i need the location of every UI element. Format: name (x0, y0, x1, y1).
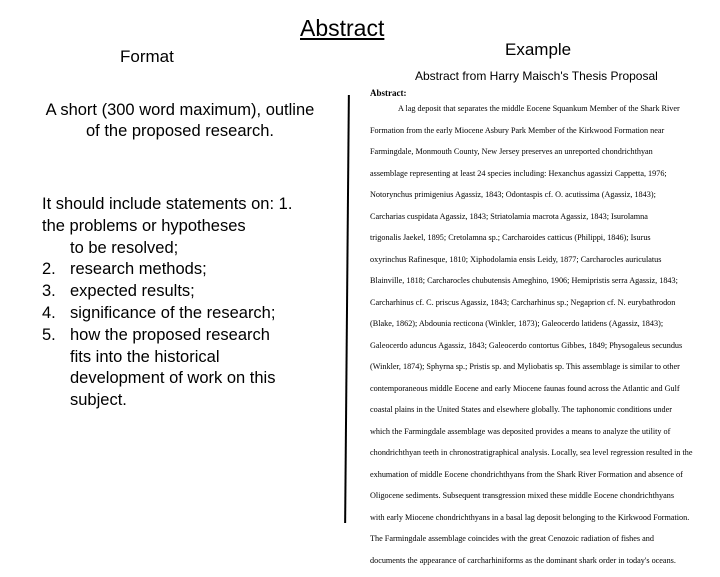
column-divider (344, 95, 350, 523)
format-summary: A short (300 word maximum), outline of the proposed research. (40, 100, 320, 142)
include-statement-list (42, 194, 332, 412)
doc-line: contemporaneous middle Eocene and early Miocene faunas found across the Atlantic and Gulf (370, 384, 702, 406)
doc-line: Carcharhinus cf. C. priscus Agassiz, 1843; Carcharhinus sp.; Negaprion cf. N. eurybathrodon (370, 298, 702, 320)
doc-line: with early Miocene chondrichthyans in a basal lag deposit belonging to the Kirkwood Formation. (370, 513, 702, 535)
doc-line: Formation from the early Miocene Asbury Park Member of the Kirkwood Formation near (370, 126, 702, 148)
list-text: expected results; (70, 282, 195, 300)
doc-line: documents the appearance of carcharhiniforms as the dominant shark order in today's oceans. (370, 556, 702, 577)
list-item (42, 259, 332, 281)
list-item (42, 325, 332, 347)
doc-line: oxyrinchus Rafinesque, 1810; Xiphodolamia ensis Leidy, 1877; Carcharocles auriculatus (370, 255, 702, 277)
list-item (42, 281, 332, 303)
list-number: 4. (42, 303, 70, 325)
include-line: the problems or hypotheses (42, 216, 332, 238)
doc-line: Galeocerdo aduncus Agassiz, 1843; Galeocerdo contortus Gibbes, 1849; Physogaleus secundus (370, 341, 702, 363)
doc-line: Farmingdale, Monmouth County, New Jersey preserves an unreported chondrichthyan (370, 147, 702, 169)
doc-line: coastal plains in the United States and elsewhere globally. The taphonomic conditions under (370, 405, 702, 427)
list-text: research methods; (70, 260, 207, 278)
doc-line: The Farmingdale assemblage coincides with the great Cenozoic radiation of fishes and (370, 534, 702, 556)
doc-line: trigonalis Jaekel, 1895; Cretolamna sp.; Carcharoides catticus (Philippi, 1846); Isurus (370, 233, 702, 255)
include-line: to be resolved; (42, 238, 332, 260)
example-source-caption: Abstract from Harry Maisch's Thesis Proposal (415, 69, 658, 83)
doc-line: assemblage representing at least 24 species including: Hexanchus agassizi Cappetta, 1976; (370, 169, 702, 191)
list-number: 2. (42, 259, 70, 281)
doc-line: which the Farmingdale assemblage was deposited provides a means to analyze the utility of (370, 427, 702, 449)
doc-line: Oligocene sediments. Subsequent transgression mixed these middle Eocene chondrichthyans (370, 491, 702, 513)
list-text: significance of the research; (70, 304, 275, 322)
doc-line: chondrichthyan teeth in chronostratigraphical analysis. Locally, sea level regression resulted in the (370, 448, 702, 470)
doc-line: (Blake, 1862); Abdounia recticona (Winkler, 1873); Galeocerdo latidens (Agassiz, 1843); (370, 319, 702, 341)
list-number: 5. (42, 325, 70, 347)
doc-line: Notorynchus primigenius Agassiz, 1843; Odontaspis cf. O. acutissima (Agassiz, 1843); (370, 190, 702, 212)
doc-line: exhumation of middle Eocene chondrichthyans from the Shark River Formation and absence of (370, 470, 702, 492)
doc-line: A lag deposit that separates the middle Eocene Squankum Member of the Shark River (370, 104, 702, 126)
doc-line: Carcharias cuspidata Agassiz, 1843; Striatolamia macrota Agassiz, 1843; Isurolamna (370, 212, 702, 234)
include-line: It should include statements on: 1. (42, 194, 332, 216)
list-text-continuation: fits into the historical (42, 347, 332, 369)
list-text-continuation: development of work on this (42, 368, 332, 390)
list-item (42, 303, 332, 325)
page-title: Abstract (300, 15, 384, 42)
doc-body (370, 104, 702, 577)
example-heading: Example (505, 40, 571, 60)
list-text: how the proposed research (70, 326, 270, 344)
example-abstract-document (370, 88, 702, 577)
doc-heading: Abstract: (370, 88, 702, 98)
list-number: 3. (42, 281, 70, 303)
doc-line: (Winkler, 1874); Sphyrna sp.; Pristis sp. and Myliobatis sp. This assemblage is similar to other (370, 362, 702, 384)
format-heading: Format (120, 47, 174, 67)
doc-line: Blainville, 1818; Carcharocles chubutensis Ameghino, 1906; Hemipristis serra Agassiz, 1843; (370, 276, 702, 298)
list-text-continuation: subject. (42, 390, 332, 412)
